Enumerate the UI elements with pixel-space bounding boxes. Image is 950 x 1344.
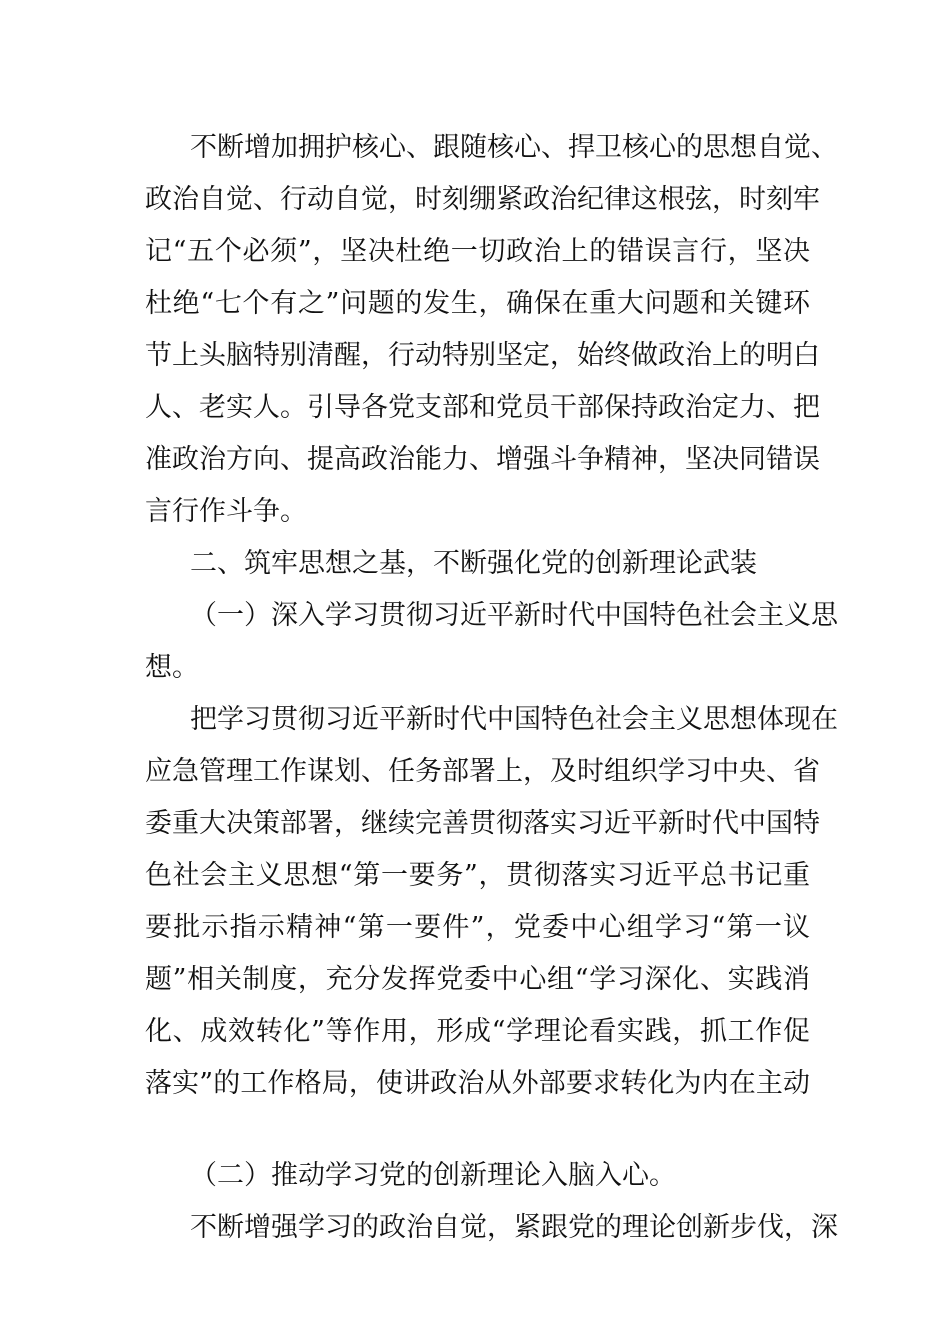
paragraph-line: 节上头脑特别清醒，行动特别坚定，始终做政治上的明白 (145, 340, 820, 371)
paragraph-line: 要批示指示精神“第一要件”，党委中心组学习“第一议 (145, 912, 810, 943)
subsection-heading-continuation: 想。 (145, 652, 199, 683)
section-heading: 二、筑牢思想之基，不断强化党的创新理论武装 (190, 548, 757, 579)
paragraph-line: 杜绝“七个有之”问题的发生，确保在重大问题和关键环 (145, 288, 810, 319)
paragraph-line: 不断增加拥护核心、跟随核心、捍卫核心的思想自觉、 (190, 132, 838, 163)
subsection-heading: （一）深入学习贯彻习近平新时代中国特色社会主义思 (190, 600, 838, 631)
paragraph-line: 落实”的工作格局，使讲政治从外部要求转化为内在主动 (145, 1068, 810, 1099)
subsection-heading: （二）推动学习党的创新理论入脑入心。 (190, 1160, 676, 1191)
paragraph-line: 色社会主义思想“第一要务”，贯彻落实习近平总书记重 (145, 860, 810, 891)
paragraph-line: 化、成效转化”等作用，形成“学理论看实践，抓工作促 (145, 1016, 810, 1047)
paragraph-line: 言行作斗争。 (145, 496, 307, 527)
paragraph-line: 政治自觉、行动自觉，时刻绷紧政治纪律这根弦，时刻牢 (145, 184, 820, 215)
paragraph-line: 准政治方向、提高政治能力、增强斗争精神，坚决同错误 (145, 444, 820, 475)
paragraph-line: 不断增强学习的政治自觉，紧跟党的理论创新步伐，深 (190, 1212, 838, 1243)
paragraph-line: 人、老实人。引导各党支部和党员干部保持政治定力、把 (145, 392, 820, 423)
paragraph-line: 把学习贯彻习近平新时代中国特色社会主义思想体现在 (190, 704, 838, 735)
paragraph-line: 记“五个必须”，坚决杜绝一切政治上的错误言行，坚决 (145, 236, 810, 267)
paragraph-line: 题”相关制度，充分发挥党委中心组“学习深化、实践消 (145, 964, 810, 995)
paragraph-line: 应急管理工作谋划、任务部署上，及时组织学习中央、省 (145, 756, 820, 787)
paragraph-line: 委重大决策部署，继续完善贯彻落实习近平新时代中国特 (145, 808, 820, 839)
